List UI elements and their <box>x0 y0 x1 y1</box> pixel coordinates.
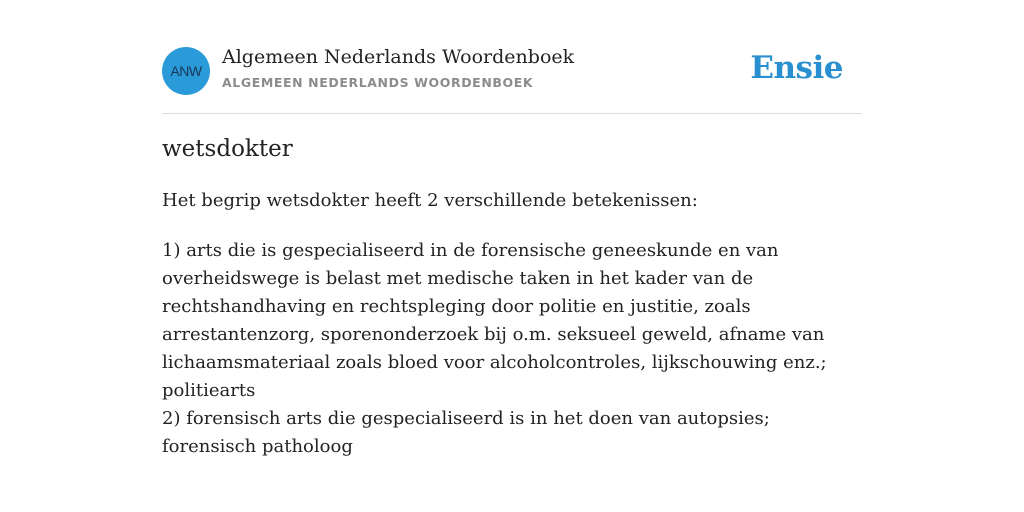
meaning-item: 2) forensisch arts die gespecialiseerd is in het doen van autopsies; forensisch patholoog <box>162 408 770 457</box>
anw-logo-text: ANW <box>170 63 202 79</box>
ensie-brand-logo[interactable]: Ensie <box>750 50 843 86</box>
source-subtitle: ALGEMEEN NEDERLANDS WOORDENBOEK <box>222 75 534 90</box>
meaning-item: 1) arts die is gespecialiseerd in de forensische geneeskunde en van overheidswege is belast met medische taken in het kader van de rechtshandhaving en rechtspleging door politie en justitie, zoals arrestantenzorg, sporenonderzoek bij o.m. seksueel geweld, afname van lichaamsmateriaal zoals bloed voor alcoholcontroles, lijkschouwing enz.; politiearts <box>162 240 827 401</box>
meanings-list <box>162 237 862 461</box>
entry-term: wetsdokter <box>162 136 293 162</box>
source-header <box>162 0 862 114</box>
anw-logo[interactable] <box>162 47 210 95</box>
source-title[interactable]: Algemeen Nederlands Woordenboek <box>222 46 575 68</box>
entry-card <box>162 0 862 457</box>
entry-intro: Het begrip wetsdokter heeft 2 verschillende betekenissen: <box>162 190 698 211</box>
